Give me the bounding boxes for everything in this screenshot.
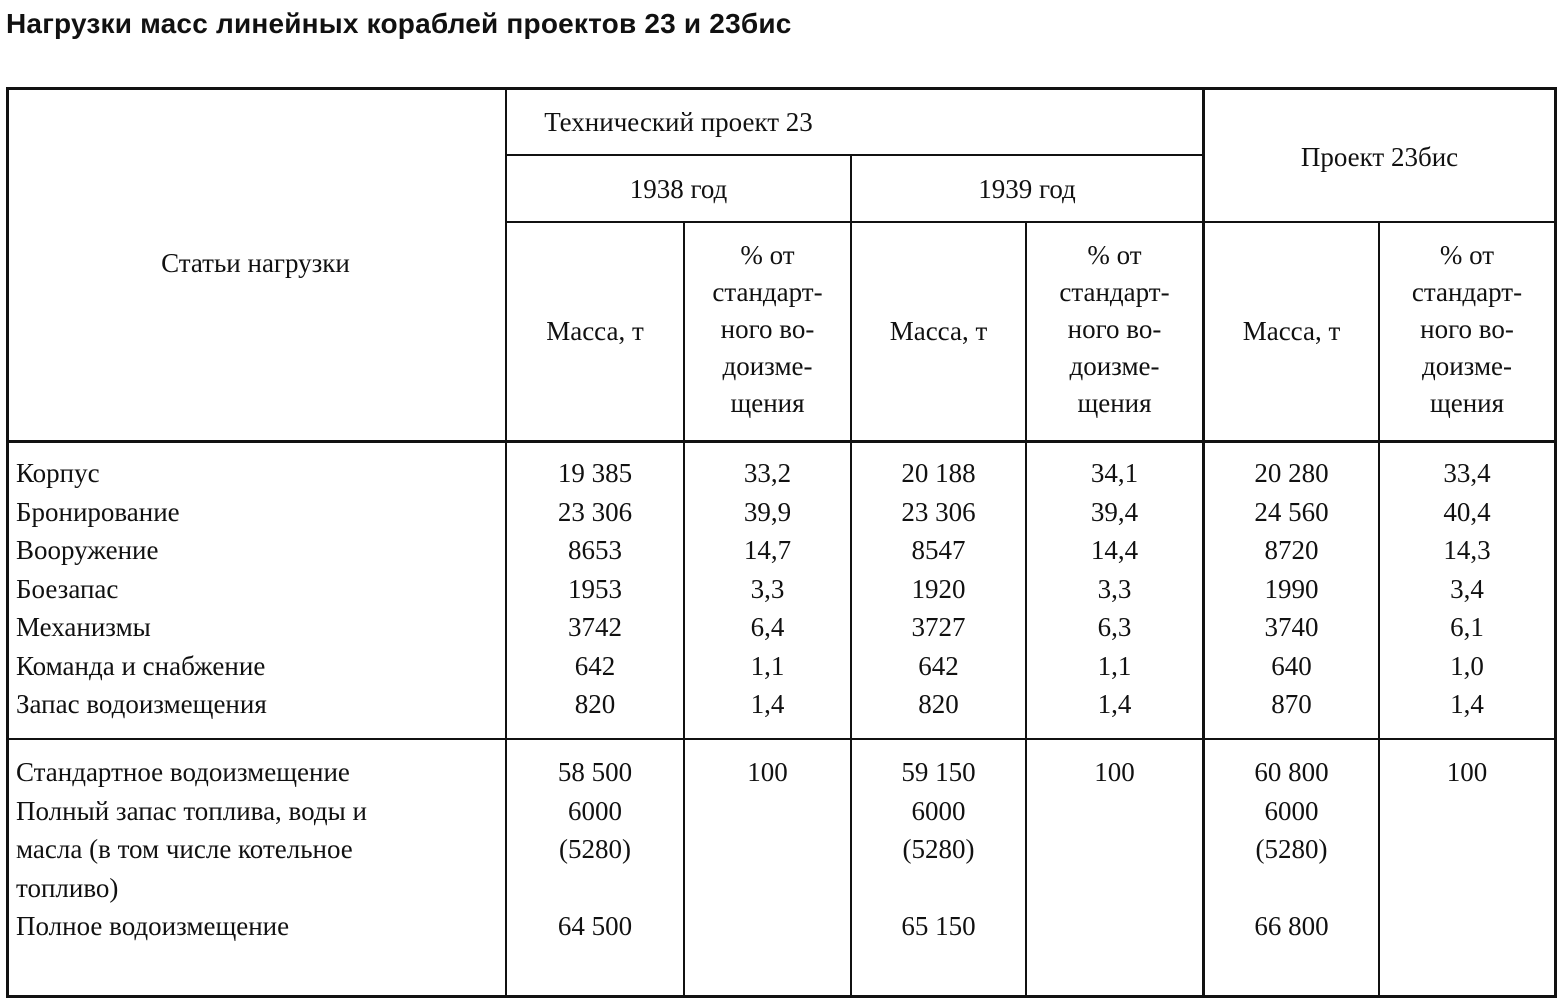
header-group-bis: Проект 23бис	[1300, 142, 1459, 172]
summary-mass-bis: 60 800 6000 (5280) 66 800	[1254, 757, 1329, 941]
summary-labels	[16, 753, 505, 946]
header-col-label: Статьи нагрузки	[161, 248, 350, 278]
main-mass-1939: 20 188 23 306 8547 1920 3727 642 820	[901, 458, 976, 719]
hline-header	[6, 440, 1557, 443]
summary-pct-1938: 100	[747, 757, 788, 787]
summary-label-full: Полное водоизмещение	[16, 911, 290, 941]
summary-label-fuel-3: топливо)	[16, 872, 119, 903]
table-border-right	[1554, 87, 1557, 998]
header-mass-bis: Масса, т	[1242, 316, 1341, 346]
header-pct-bis: % от стандарт- ного во- доизме- щения	[1411, 240, 1523, 418]
main-mass-bis: 20 280 24 560 8720 1990 3740 640 870	[1254, 458, 1329, 719]
table-border-top	[6, 87, 1557, 90]
summary-label-fuel-1: Полный запас топлива, воды и	[16, 795, 367, 826]
summary-label-fuel-2: масла (в том числе котельное	[16, 834, 353, 864]
hline-group	[505, 154, 1203, 156]
list-item: Корпус	[16, 458, 100, 488]
table-border-left	[6, 87, 9, 998]
header-year-1939: 1939 год	[978, 174, 1076, 204]
list-item: Бронирование	[16, 496, 180, 527]
summary-mass-1938: 58 500 6000 (5280) 64 500	[557, 757, 633, 941]
load-table	[6, 87, 1557, 998]
hline-summary	[6, 738, 1557, 740]
list-item: Команда и снабжение	[16, 650, 266, 681]
summary-pct-bis: 100	[1446, 757, 1488, 787]
main-mass-1938: 19 385 23 306 8653 1953 3742 642 820	[557, 458, 633, 719]
header-group-main: Технический проект 23	[544, 107, 813, 137]
list-item: Боезапас	[16, 573, 119, 604]
main-labels	[16, 454, 505, 724]
header-pct-1939: % от стандарт- ного во- доизме- щения	[1059, 240, 1170, 418]
list-item: Вооружение	[16, 535, 159, 565]
header-year-1938: 1938 год	[629, 174, 728, 204]
list-item: Механизмы	[16, 612, 151, 642]
header-mass-1938: Масса, т	[546, 316, 644, 346]
list-item: Запас водоизмещения	[16, 689, 267, 719]
header-mass-1939: Масса, т	[889, 316, 988, 346]
summary-label-standard: Стандартное водоизмещение	[16, 757, 350, 787]
main-pct-1939: 34,1 39,4 14,4 3,3 6,3 1,1 1,4	[1090, 458, 1139, 719]
table-border-bottom	[6, 995, 1557, 998]
page-title: Нагрузки масс линейных кораблей проектов 23 и 23бис	[6, 8, 792, 39]
main-pct-1938: 33,2 39,9 14,7 3,3 6,4 1,1 1,4	[743, 458, 792, 719]
main-pct-bis: 33,4 40,4 14,3 3,4 6,1 1,0 1,4	[1443, 458, 1491, 719]
summary-mass-1939: 59 150 6000 (5280) 65 150	[901, 757, 976, 941]
hline-year	[505, 221, 1555, 223]
header-pct-1938: % от стандарт- ного во- доизме- щения	[712, 240, 823, 418]
summary-pct-1939: 100	[1094, 757, 1135, 787]
